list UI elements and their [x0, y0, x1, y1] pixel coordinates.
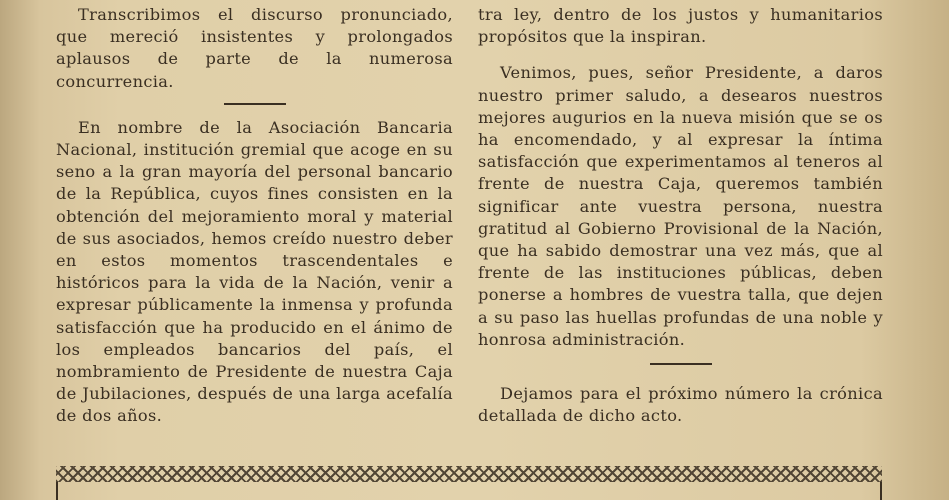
right-column: [478, 4, 883, 427]
left-column: [56, 4, 453, 428]
speech-continuation-paragraph: tra ley, dentro de los justos y humanitarios propósitos que la inspiran.: [478, 5, 883, 47]
closing-note-paragraph: Dejamos para el próximo número la crónica detallada de dicho acto.: [478, 384, 883, 426]
section-divider: [650, 363, 712, 365]
frame-right-edge: [880, 482, 882, 500]
intro-paragraph: Transcribimos el discurso pronunciado, que mereció insistentes y prolongados aplausos de parte de la numerosa concurrencia.: [56, 5, 453, 91]
frame-left-edge: [56, 482, 58, 500]
speech-paragraph: En nombre de la Asociación Bancaria Nacional, institución gremial que acoge en su seno a la gran mayoría del personal bancario de la República, cuyos fines consisten en la obtención del mejoramiento moral y material de sus asociados, hemos creído nuestro deber en estos momentos trascendentales e históricos para la vida de la Nación, venir a expresar públicamente la inmensa y profunda satisfacción que ha producido en el ánimo de los empleados bancarios del país, el nombramiento de Presidente de nuestra Caja de Jubilaciones, después de una larga acefalía de dos años.: [56, 117, 453, 426]
ornamental-border: [56, 466, 882, 482]
section-divider: [224, 103, 286, 105]
greeting-paragraph: Venimos, pues, señor Presidente, a daros nuestro primer saludo, a desearos nuestros mejores augurios en la nueva misión que se os ha encomendado, y al expresar la íntima satisfacción que experimentamos al teneros al frente de nuestra Caja, queremos también significar ante vuestra persona, nuestra gratitud al Gobierno Provisional de la Nación, que ha sabido demostrar una vez más, que al frente de las instituciones públicas, deben ponerse a hombres de vuestra talla, que dejen a su paso las huellas profundas de una noble y honrosa administración.: [478, 63, 883, 349]
